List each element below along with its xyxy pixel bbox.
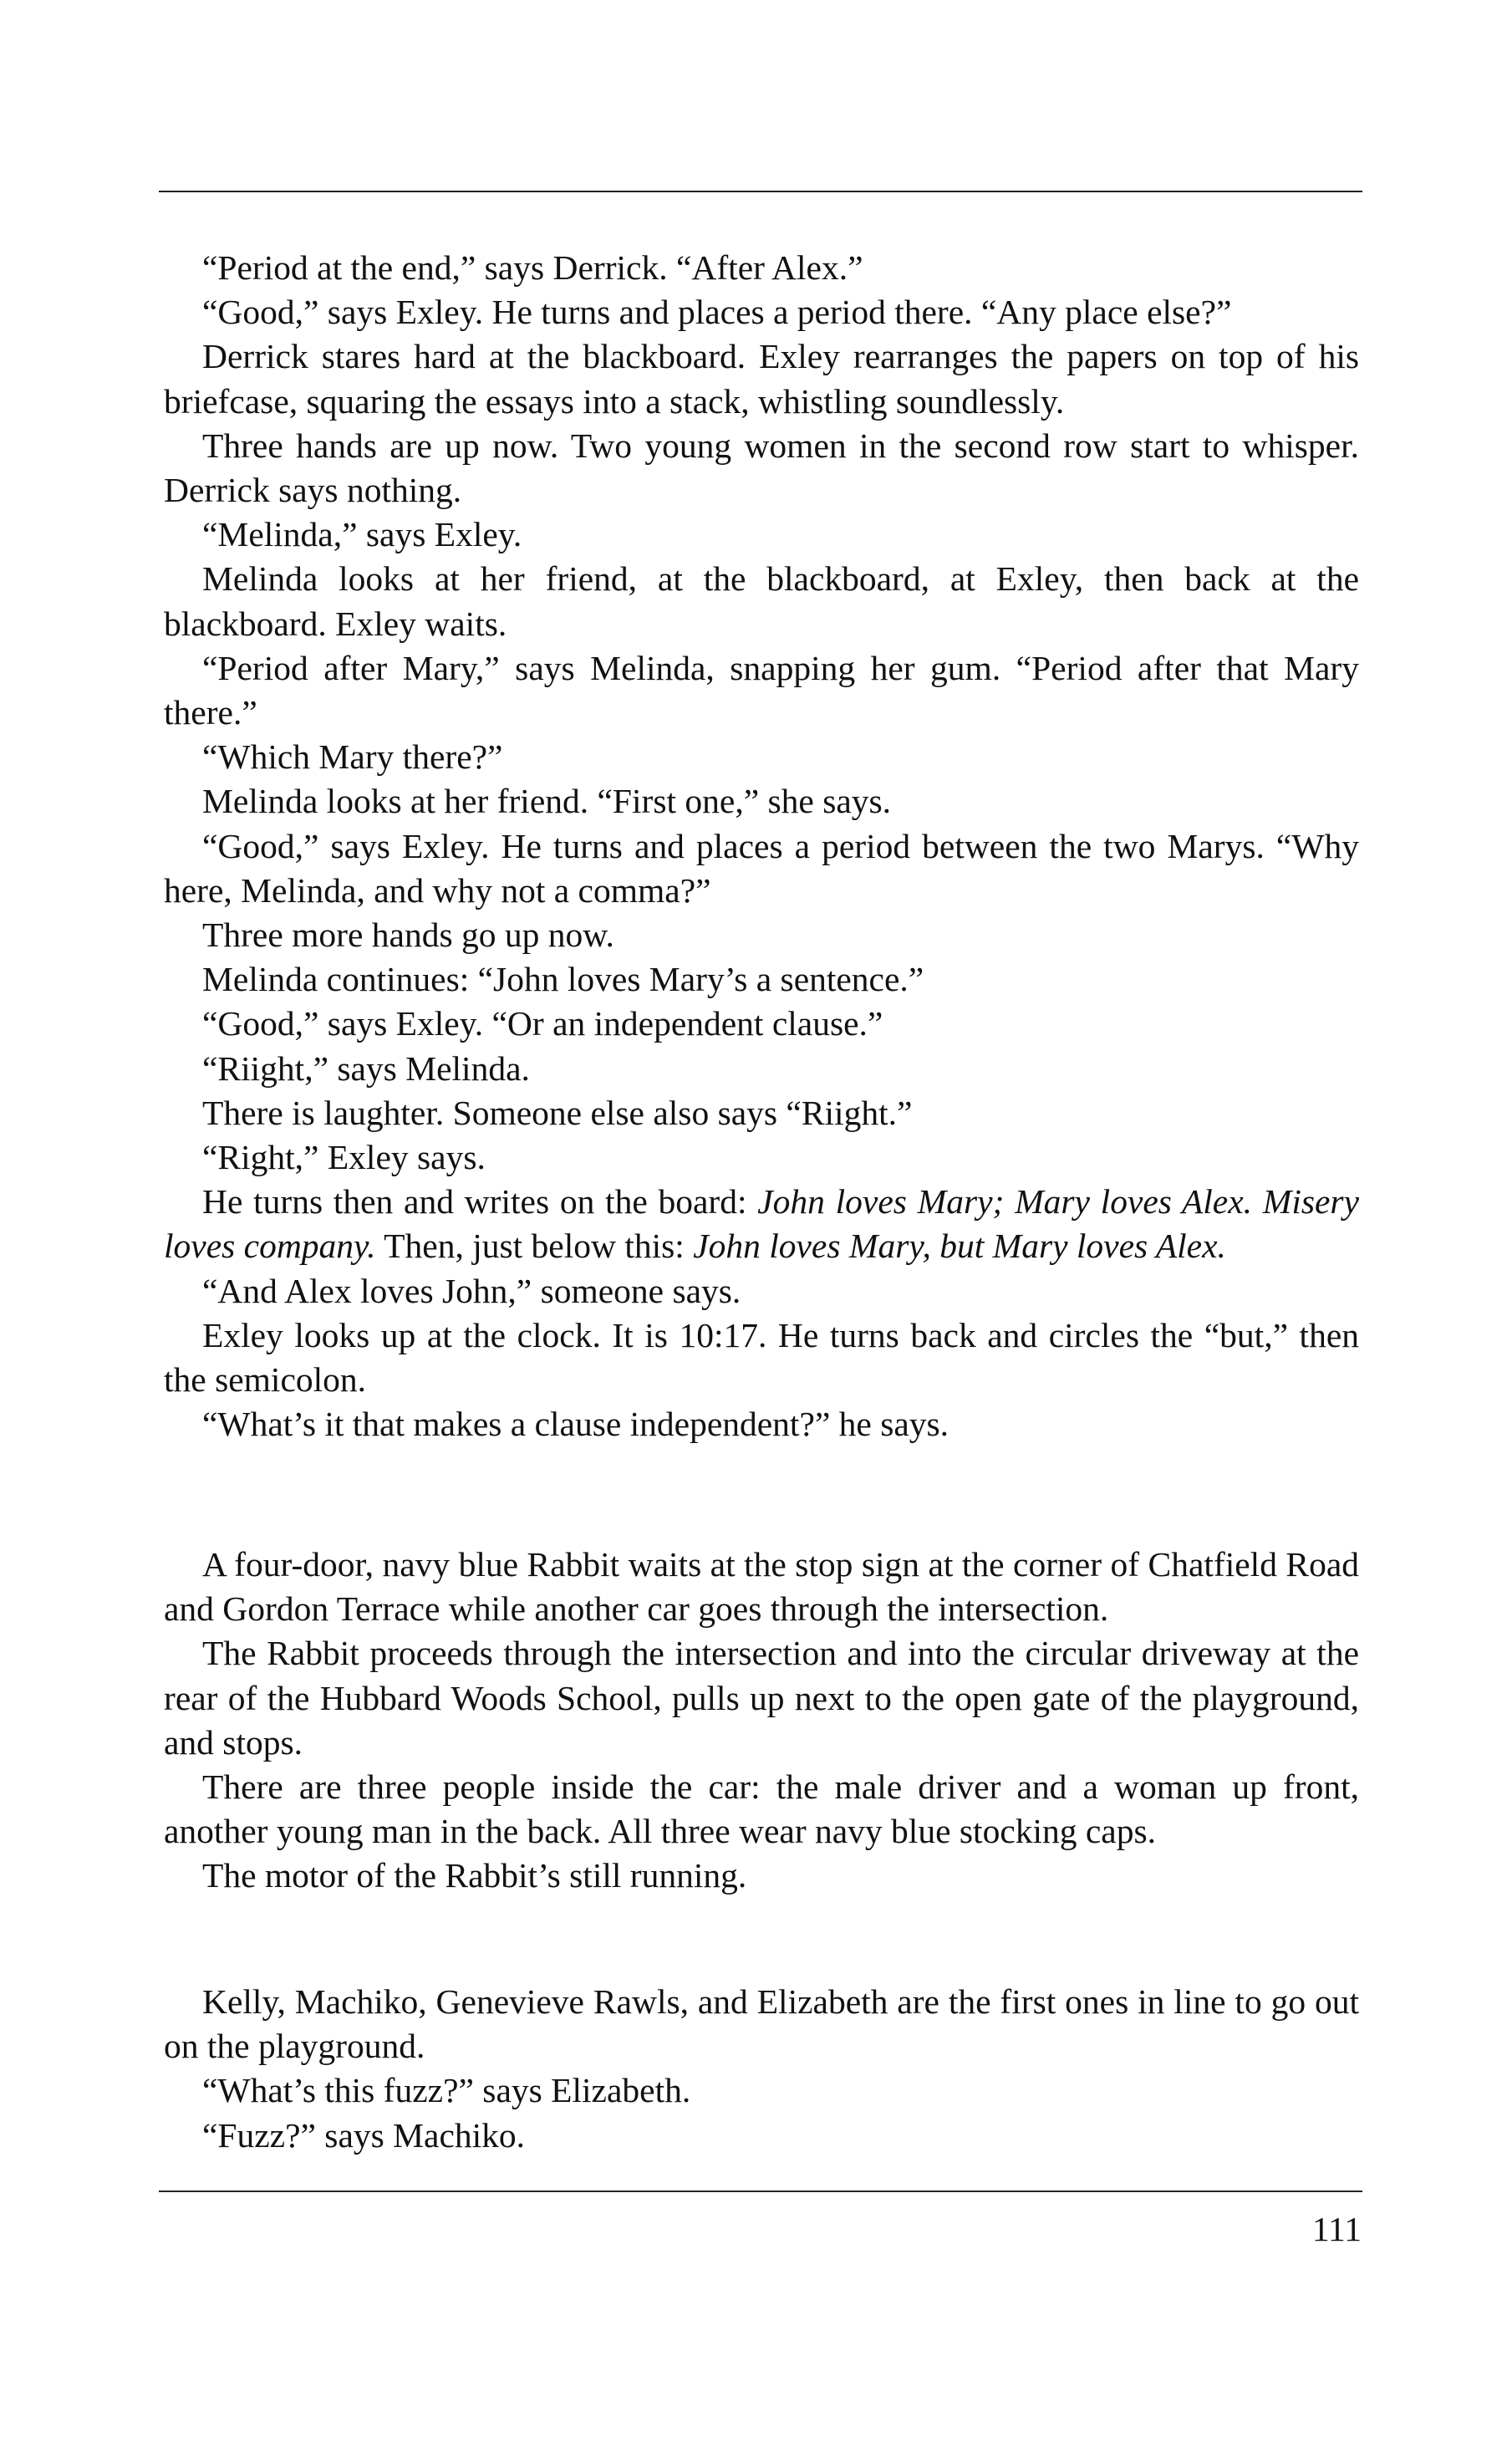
paragraph: Exley looks up at the clock. It is 10:17. He turns back and circles the “but,” then the semicolon. [164, 1315, 1359, 1400]
board-sentence-1: John loves Mary; Mary loves Alex. Misery loves company. [164, 1182, 1359, 1266]
board-sentence-2: John loves Mary, but Mary loves Alex. [693, 1227, 1226, 1266]
paragraph: “Good,” says Exley. “Or an independent clause.” [202, 1004, 883, 1043]
paragraph: “Period after Mary,” says Melinda, snapping her gum. “Period after that Mary there.” [164, 648, 1359, 732]
paragraph: There is laughter. Someone else also says “Riight.” [202, 1093, 913, 1132]
paragraph: “And Alex loves John,” someone says. [202, 1271, 741, 1310]
paragraph: There are three people inside the car: the male driver and a woman up front, another young man in the back. All three wear navy blue stocking caps. [164, 1767, 1359, 1851]
paragraph: “Good,” says Exley. He turns and places a period between the two Marys. “Why here, Melinda, and why not a comma?” [164, 826, 1359, 910]
paragraph: The motor of the Rabbit’s still running. [202, 1856, 747, 1895]
page-number: 111 [1311, 2210, 1362, 2248]
paragraph: Melinda looks at her friend. “First one,” she says. [202, 782, 892, 821]
paragraph: “Riight,” says Melinda. [202, 1048, 530, 1088]
paragraph: “Right,” Exley says. [202, 1138, 486, 1177]
bottom-rule [159, 2191, 1362, 2192]
paragraph: Kelly, Machiko, Genevieve Rawls, and Elizabeth are the first ones in line to go out on the playground. [164, 1982, 1359, 2066]
top-rule [159, 191, 1362, 192]
board-paragraph [164, 1180, 1359, 1268]
paragraph: “What’s this fuzz?” says Elizabeth. [202, 2071, 691, 2110]
paragraph: “Fuzz?” says Machiko. [202, 2115, 526, 2155]
paragraph: A four-door, navy blue Rabbit waits at the stop sign at the corner of Chatfield Road and Gordon Terrace while another car goes through the intersection. [164, 1545, 1359, 1629]
paragraph: “Good,” says Exley. He turns and places a period there. “Any place else?” [202, 293, 1232, 332]
paragraph: Melinda continues: “John loves Mary’s a sentence.” [202, 960, 924, 999]
paragraph: “Period at the end,” says Derrick. “After Alex.” [202, 248, 863, 287]
paragraph: “What’s it that makes a clause independent?” he says. [202, 1405, 949, 1444]
paragraph: Melinda looks at her friend, at the blackboard, at Exley, then back at the blackboard. Exley waits. [164, 559, 1359, 643]
paragraph: “Melinda,” says Exley. [202, 515, 522, 554]
paragraph: Derrick stares hard at the blackboard. Exley rearranges the papers on top of his briefcase, squaring the essays into a stack, whistling soundlessly. [164, 337, 1359, 421]
board-middle: Then, just below this: [375, 1227, 694, 1266]
section-2 [164, 1543, 1359, 1899]
section-1 [164, 246, 1359, 1446]
paragraph: The Rabbit proceeds through the intersection and into the circular driveway at the rear of the Hubbard Woods School, pulls up next to the open gate of the playground, and stops. [164, 1634, 1359, 1762]
paragraph: “Which Mary there?” [202, 737, 503, 777]
section-3 [164, 1980, 1359, 2158]
paragraph: Three hands are up now. Two young women in the second row start to whisper. Derrick says nothing. [164, 426, 1359, 510]
paragraph: Three more hands go up now. [202, 915, 614, 955]
board-lead: He turns then and writes on the board: [202, 1182, 758, 1222]
